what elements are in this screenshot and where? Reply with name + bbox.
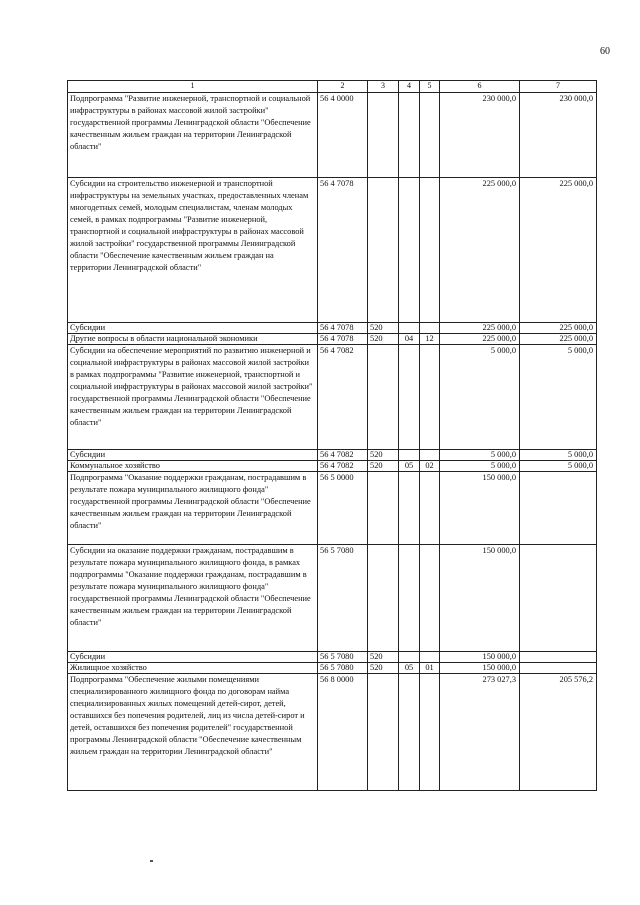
cell-name: Субсидии: [68, 652, 318, 663]
cell-section: [399, 674, 420, 791]
cell-amount-col6: 273 027,3: [440, 674, 520, 791]
cell-expense-type: 520: [368, 334, 399, 345]
cell-name: Субсидии: [68, 323, 318, 334]
cell-name: Подпрограмма "Оказание поддержки гражданам, пострадавшим в результате пожара муниципального жилищного фонда" государственной программы Ленинградской области "Обеспечение качественным жильем граждан на территории Ленинградской области": [68, 472, 318, 545]
table-row: [68, 652, 597, 663]
cell-subsection: 12: [420, 334, 440, 345]
cell-section: 05: [399, 461, 420, 472]
cell-name: Другие вопросы в области национальной экономики: [68, 334, 318, 345]
cell-amount-col6: 230 000,0: [440, 93, 520, 178]
cell-target-code: 56 4 7082: [318, 461, 368, 472]
cell-subsection: 02: [420, 461, 440, 472]
cell-subsection: [420, 323, 440, 334]
table-row: [68, 345, 597, 450]
cell-section: 04: [399, 334, 420, 345]
cell-subsection: [420, 178, 440, 323]
cell-expense-type: 520: [368, 652, 399, 663]
table-row: [68, 323, 597, 334]
cell-expense-type: [368, 545, 399, 652]
cell-amount-col7: [520, 652, 597, 663]
cell-subsection: [420, 652, 440, 663]
cell-subsection: [420, 450, 440, 461]
cell-amount-col7: [520, 472, 597, 545]
table-row: [68, 663, 597, 674]
cell-amount-col6: 225 000,0: [440, 334, 520, 345]
column-header: 1: [68, 81, 318, 93]
scan-mark: [150, 860, 153, 862]
cell-amount-col6: 150 000,0: [440, 472, 520, 545]
cell-target-code: 56 4 7082: [318, 345, 368, 450]
table-row: [68, 334, 597, 345]
budget-table: [67, 80, 597, 791]
column-header: 5: [420, 81, 440, 93]
cell-name: Жилищное хозяйство: [68, 663, 318, 674]
cell-target-code: 56 4 0000: [318, 93, 368, 178]
cell-target-code: 56 5 7080: [318, 545, 368, 652]
cell-subsection: [420, 472, 440, 545]
cell-amount-col7: 205 576,2: [520, 674, 597, 791]
cell-expense-type: [368, 345, 399, 450]
cell-name: Подпрограмма "Развитие инженерной, транспортной и социальной инфраструктуры в районах массовой жилой застройки" государственной программы Ленинградской области "Обеспечение качественным жильем граждан на территории Ленинградской области": [68, 93, 318, 178]
cell-subsection: 01: [420, 663, 440, 674]
cell-amount-col6: 5 000,0: [440, 461, 520, 472]
cell-expense-type: 520: [368, 461, 399, 472]
cell-amount-col6: 150 000,0: [440, 545, 520, 652]
cell-expense-type: [368, 472, 399, 545]
cell-subsection: [420, 545, 440, 652]
cell-expense-type: 520: [368, 323, 399, 334]
cell-name: Субсидии на строительство инженерной и транспортной инфраструктуры на земельных участках, предоставленных членам многодетных семей, молодым специалистам, членам молодых семей, в рамках подпрограммы "Развитие инженерной, транспортной и социальной инфраструктуры в районах массовой жилой застройки" государственной программы Ленинградской области "Обеспечение качественным жильем граждан на территории Ленинградской области": [68, 178, 318, 323]
table-row: [68, 461, 597, 472]
cell-section: [399, 450, 420, 461]
cell-amount-col7: [520, 545, 597, 652]
cell-amount-col6: 225 000,0: [440, 178, 520, 323]
cell-amount-col7: 225 000,0: [520, 178, 597, 323]
cell-section: [399, 345, 420, 450]
cell-target-code: 56 4 7078: [318, 334, 368, 345]
cell-target-code: 56 5 7080: [318, 652, 368, 663]
cell-target-code: 56 8 0000: [318, 674, 368, 791]
cell-target-code: 56 4 7078: [318, 323, 368, 334]
table-row: [68, 450, 597, 461]
cell-expense-type: 520: [368, 663, 399, 674]
cell-expense-type: [368, 674, 399, 791]
cell-name: Субсидии: [68, 450, 318, 461]
table-header-row: [68, 81, 597, 93]
cell-section: [399, 323, 420, 334]
column-header: 2: [318, 81, 368, 93]
cell-amount-col7: 5 000,0: [520, 450, 597, 461]
cell-amount-col7: [520, 663, 597, 674]
table-body: [68, 93, 597, 791]
column-header: 4: [399, 81, 420, 93]
cell-section: [399, 93, 420, 178]
table-row: [68, 93, 597, 178]
cell-amount-col7: 225 000,0: [520, 323, 597, 334]
cell-subsection: [420, 345, 440, 450]
cell-target-code: 56 4 7082: [318, 450, 368, 461]
cell-section: [399, 545, 420, 652]
column-header: 6: [440, 81, 520, 93]
cell-amount-col7: 225 000,0: [520, 334, 597, 345]
column-header: 7: [520, 81, 597, 93]
cell-name: Субсидии на обеспечение мероприятий по развитию инженерной и социальной инфраструктуры в районах массовой жилой застройки в рамках подпрограммы "Развитие инженерной, транспортной и социальной инфраструктуры в районах массовой жилой застройки" государственной программы Ленинградской области "Обеспечение качественным жильем граждан на территории Ленинградской области": [68, 345, 318, 450]
table-row: [68, 472, 597, 545]
table-row: [68, 545, 597, 652]
cell-amount-col7: 5 000,0: [520, 461, 597, 472]
cell-section: [399, 472, 420, 545]
cell-target-code: 56 5 7080: [318, 663, 368, 674]
cell-amount-col6: 150 000,0: [440, 663, 520, 674]
cell-amount-col7: 230 000,0: [520, 93, 597, 178]
cell-expense-type: [368, 93, 399, 178]
cell-section: [399, 178, 420, 323]
cell-amount-col6: 5 000,0: [440, 345, 520, 450]
cell-name: Субсидии на оказание поддержки гражданам, пострадавшим в результате пожара муниципального жилищного фонда, в рамках подпрограммы "Оказание поддержки гражданам, пострадавшим в результате пожара муниципального жилищного фонда" государственной программы Ленинградской области "Обеспечение качественным жильем граждан на территории Ленинградской области": [68, 545, 318, 652]
cell-subsection: [420, 93, 440, 178]
table-row: [68, 674, 597, 791]
cell-target-code: 56 4 7078: [318, 178, 368, 323]
cell-section: 05: [399, 663, 420, 674]
cell-amount-col7: 5 000,0: [520, 345, 597, 450]
page-number: 60: [600, 46, 610, 57]
column-header: 3: [368, 81, 399, 93]
cell-name: Подпрограмма "Обеспечение жилыми помещениями специализированного жилищного фонда по договорам найма специализированных жилых помещений детей-сирот, детей, оставшихся без попечения родителей, лиц из числа детей-сирот и детей, оставшихся без попечения родителей" государственной программы Ленинградской области "Обеспечение качественным жильем граждан на территории Ленинградской области": [68, 674, 318, 791]
cell-subsection: [420, 674, 440, 791]
cell-name: Коммунальное хозяйство: [68, 461, 318, 472]
cell-expense-type: [368, 178, 399, 323]
cell-amount-col6: 225 000,0: [440, 323, 520, 334]
cell-target-code: 56 5 0000: [318, 472, 368, 545]
cell-amount-col6: 5 000,0: [440, 450, 520, 461]
cell-section: [399, 652, 420, 663]
cell-expense-type: 520: [368, 450, 399, 461]
cell-amount-col6: 150 000,0: [440, 652, 520, 663]
table-row: [68, 178, 597, 323]
